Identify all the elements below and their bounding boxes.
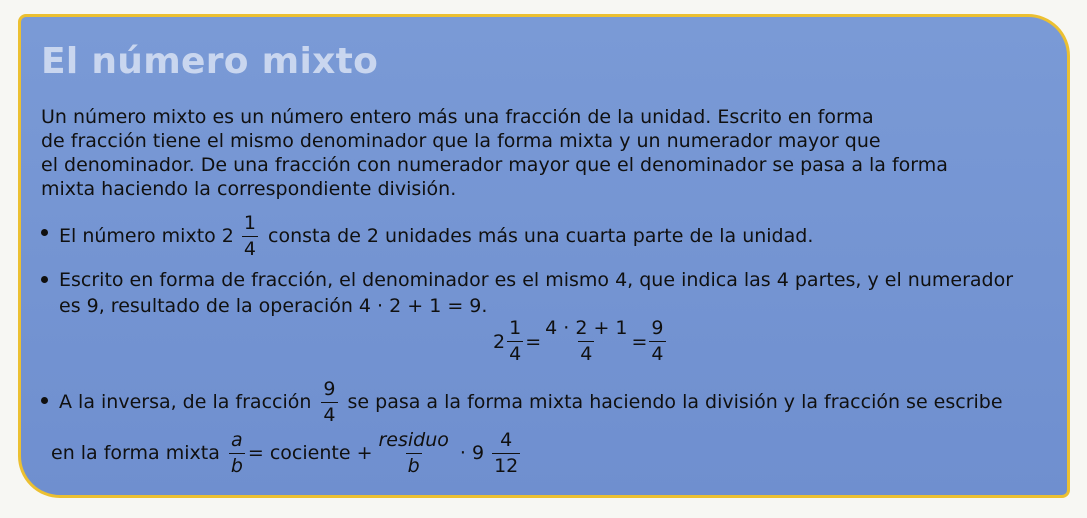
bullet-text: en la forma mixta	[51, 442, 220, 464]
formula-text: · 9	[459, 442, 485, 464]
fraction-numerator: 9	[323, 377, 336, 400]
fraction-numerator: 4 · 2 + 1	[545, 317, 628, 339]
fraction-one-quarter	[242, 211, 258, 260]
fraction-example	[492, 428, 520, 477]
equals-sign: =	[631, 330, 648, 353]
fraction-denominator: b	[230, 454, 243, 477]
bullet-dot	[41, 229, 48, 236]
paragraph-line: mixta haciendo la correspondiente división.	[41, 178, 457, 200]
bullet-text: Escrito en forma de fracción, el denominador es el mismo 4, que indica las 4 partes, y el numerador	[59, 269, 1014, 291]
bullet-text: se pasa a la forma mixta haciendo la división y la fracción se escribe	[347, 391, 1003, 413]
info-box	[18, 14, 1070, 498]
bullet-fraction-form	[41, 267, 1014, 319]
mixed-number-equation	[493, 319, 668, 364]
fraction-denominator: 4	[323, 403, 336, 426]
fraction-numerator: 1	[509, 317, 522, 339]
paragraph-line: Un número mixto es un número entero más una fracción de la unidad. Escrito en forma	[41, 106, 874, 128]
equation-fraction-1	[507, 319, 523, 364]
intro-paragraph	[41, 105, 1061, 201]
fraction-a-over-b	[229, 428, 245, 477]
fraction-numerator: 4	[500, 428, 513, 451]
fraction-numerator: 1	[243, 211, 256, 234]
fraction-denominator: 4	[651, 343, 664, 365]
bullet-dot	[41, 276, 48, 283]
fraction-denominator: b	[407, 454, 420, 477]
fraction-numerator: a	[231, 428, 243, 451]
paragraph-line: el denominador. De una fracción con numerador mayor que el denominador se pasa a la forma	[41, 154, 948, 176]
equals-sign: =	[525, 330, 542, 353]
fraction-numerator: 9	[651, 317, 664, 339]
equation-whole: 2	[493, 330, 506, 353]
page-title: El número mixto	[41, 41, 379, 82]
bullet-dot	[41, 397, 48, 404]
bullet-text: A la inversa, de la fracción	[59, 391, 312, 413]
bullet-text: El número mixto 2	[59, 225, 234, 247]
paragraph-line: de fracción tiene el mismo denominador que la forma mixta y un numerador mayor que	[41, 130, 881, 152]
formula-text: = cociente +	[247, 442, 373, 464]
fraction-denominator: 4	[243, 237, 256, 260]
fraction-denominator: 4	[509, 343, 522, 365]
fraction-nine-quarters	[321, 377, 337, 426]
bullet-text: consta de 2 unidades más una cuarta parte de la unidad.	[268, 225, 814, 247]
bullet-text: es 9, resultado de la operación 4 · 2 + 1 = 9.	[59, 295, 488, 317]
fraction-numerator: residuo	[378, 428, 449, 451]
equation-fraction-3	[649, 319, 665, 364]
fraction-denominator: 12	[494, 454, 519, 477]
fraction-denominator: 4	[580, 343, 593, 365]
equation-fraction-2	[543, 319, 629, 364]
fraction-residuo-over-b	[377, 428, 451, 477]
